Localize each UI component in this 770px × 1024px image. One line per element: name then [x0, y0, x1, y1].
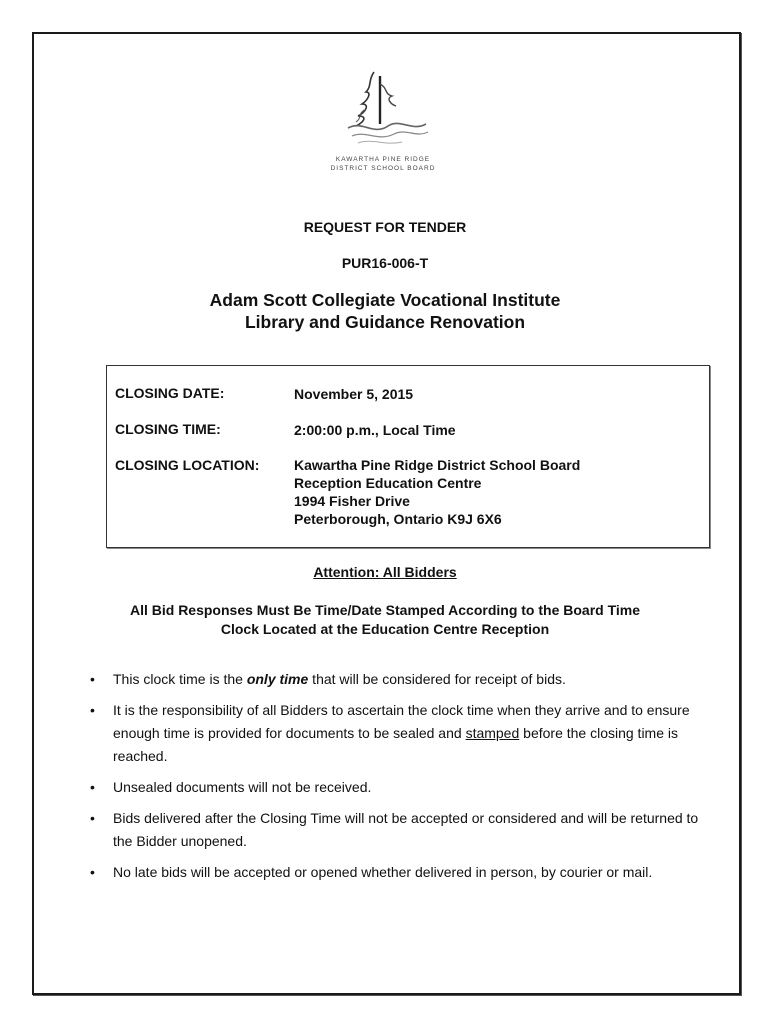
bullet-icon: • — [90, 779, 95, 795]
address-line: 1994 Fisher Drive — [294, 493, 410, 509]
project-title-line2: Library and Guidance Renovation — [244, 312, 526, 332]
address-line: Reception Education Centre — [294, 475, 482, 491]
bullet-icon: • — [90, 810, 95, 826]
closing-time-label: CLOSING TIME: — [115, 421, 221, 437]
list-item: • Bids delivered after the Closing Time will not be accepted or considered and will be returned to the Bidder unopened. — [88, 807, 708, 853]
closing-location-address — [294, 456, 580, 528]
list-item: • This clock time is the only time that will be considered for receipt of bids. — [88, 668, 708, 691]
underlined-text: stamped — [465, 725, 520, 741]
closing-date-value: November 5, 2015 — [294, 386, 414, 402]
address-line: Kawartha Pine Ridge District School Board — [294, 457, 581, 473]
bullet-icon: • — [90, 702, 95, 718]
closing-info-box — [106, 365, 710, 548]
closing-time-value: 2:00:00 p.m., Local Time — [294, 422, 456, 438]
list-item: • It is the responsibility of all Bidders to ascertain the clock time when they arrive and to ensure enough time is provided for documents to be sealed and stamped before the closing time is reached. — [88, 699, 708, 768]
request-heading: REQUEST FOR TENDER — [303, 219, 467, 235]
attention-heading: Attention: All Bidders — [313, 564, 457, 580]
tender-reference: PUR16-006-T — [341, 255, 429, 271]
logo-text-line2: DISTRICT SCHOOL BOARD — [330, 165, 436, 172]
instructions-list — [88, 668, 708, 892]
list-item: • Unsealed documents will not be received. — [88, 776, 708, 799]
emphasis-text: only time — [246, 671, 309, 687]
pine-tree-icon — [328, 66, 438, 154]
bullet-icon: • — [90, 671, 95, 687]
address-line: Peterborough, Ontario K9J 6X6 — [294, 511, 502, 527]
list-item: • No late bids will be accepted or opened whether delivered in person, by courier or mail. — [88, 861, 708, 884]
notice-line2: Clock Located at the Education Centre Reception — [220, 621, 550, 637]
school-board-logo — [328, 66, 438, 178]
closing-date-label: CLOSING DATE: — [115, 385, 225, 401]
closing-location-label: CLOSING LOCATION: — [115, 457, 260, 473]
bullet-icon: • — [90, 864, 95, 880]
logo-text-line1: KAWARTHA PINE RIDGE — [335, 156, 431, 163]
notice-line1: All Bid Responses Must Be Time/Date Stamped According to the Board Time — [129, 602, 641, 618]
project-title-line1: Adam Scott Collegiate Vocational Institute — [209, 290, 561, 310]
